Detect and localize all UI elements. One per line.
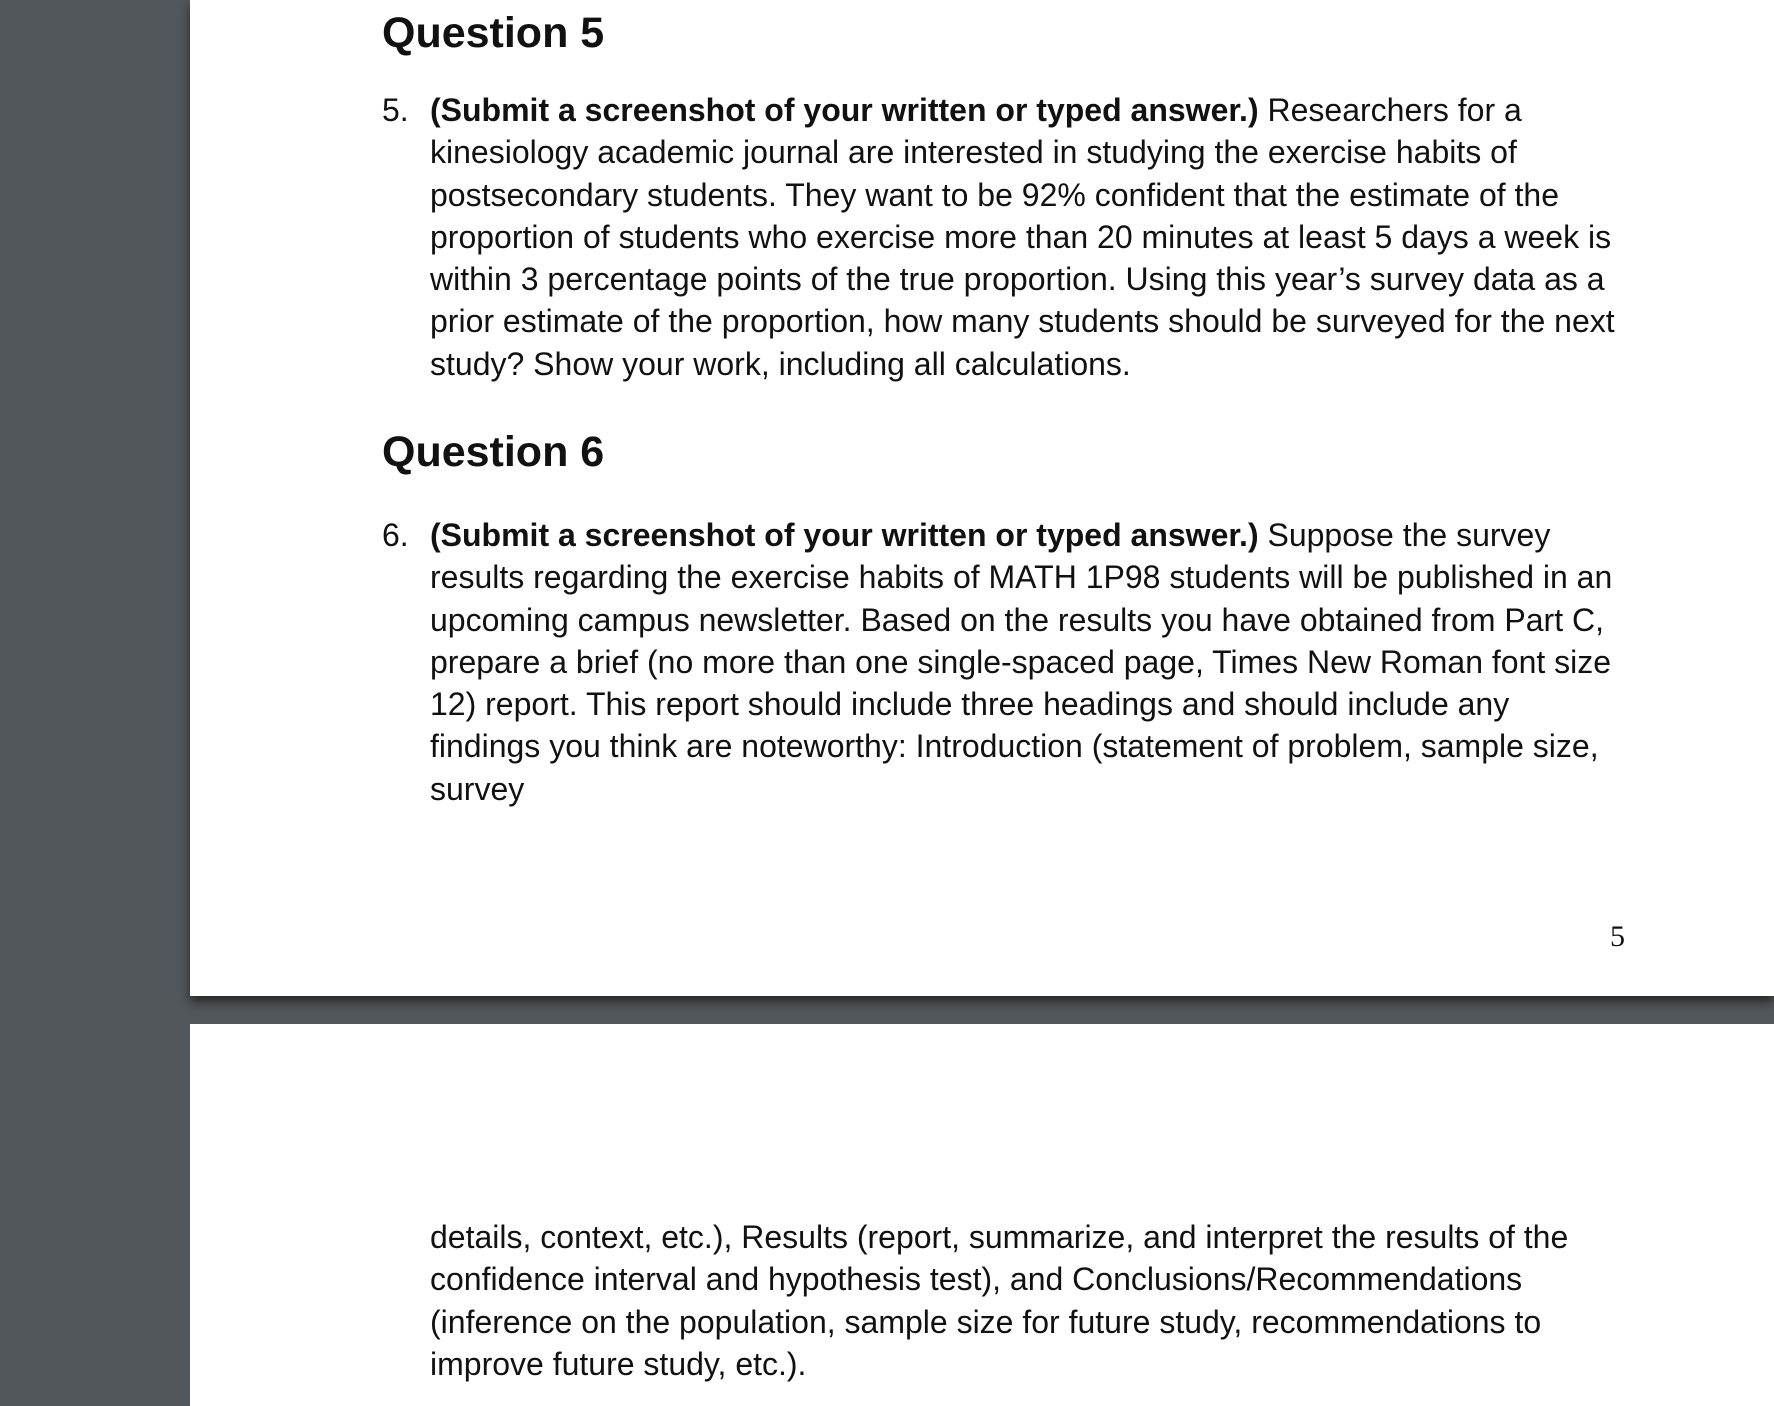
question-5-number: 5. [382,92,409,128]
question-6-number: 6. [382,517,409,553]
question-6-text: Suppose the survey results regarding the exercise habits of MATH 1P98 students will be published in an upcoming campus newsletter. Based on the results you have obtained from Part C, prepare a brief (no more than one single-spaced page, Times New Roman font size 12) report. This report should include three headings and should include any findings you think are noteworthy: Introduction (statement of problem, sample size, survey [430,517,1613,807]
page-number: 5 [1610,920,1625,953]
question-6-instruction: (Submit a screenshot of your written or typed answer.) [430,517,1259,553]
question-6-continuation: details, context, etc.), Results (report, summarize, and interpret the results of the confidence interval and hypothesis test), and Conclusions/Recommendations (inference on the population, sample size for future study, recommendations to improve future study, etc.). [430,1219,1569,1382]
question-5-heading: Question 5 [382,9,605,57]
question-6-item [382,514,1642,810]
document-page-6 [190,1024,1774,1406]
document-page-5 [190,0,1774,996]
question-6-heading: Question 6 [382,428,605,476]
question-5-instruction: (Submit a screenshot of your written or typed answer.) [430,92,1259,128]
question-6-body [430,514,1620,810]
question-5-text: Researchers for a kinesiology academic journal are interested in studying the exercise habits of postsecondary students. They want to be 92% confident that the estimate of the proportion of students who exercise more than 20 minutes at least 5 days a week is within 3 percentage points of the true proportion. Using this year’s survey data as a prior estimate of the proportion, how many students should be surveyed for the next study? Show your work, including all calculations. [430,92,1615,382]
question-5-body [430,89,1620,385]
question-5-item [382,89,1642,385]
